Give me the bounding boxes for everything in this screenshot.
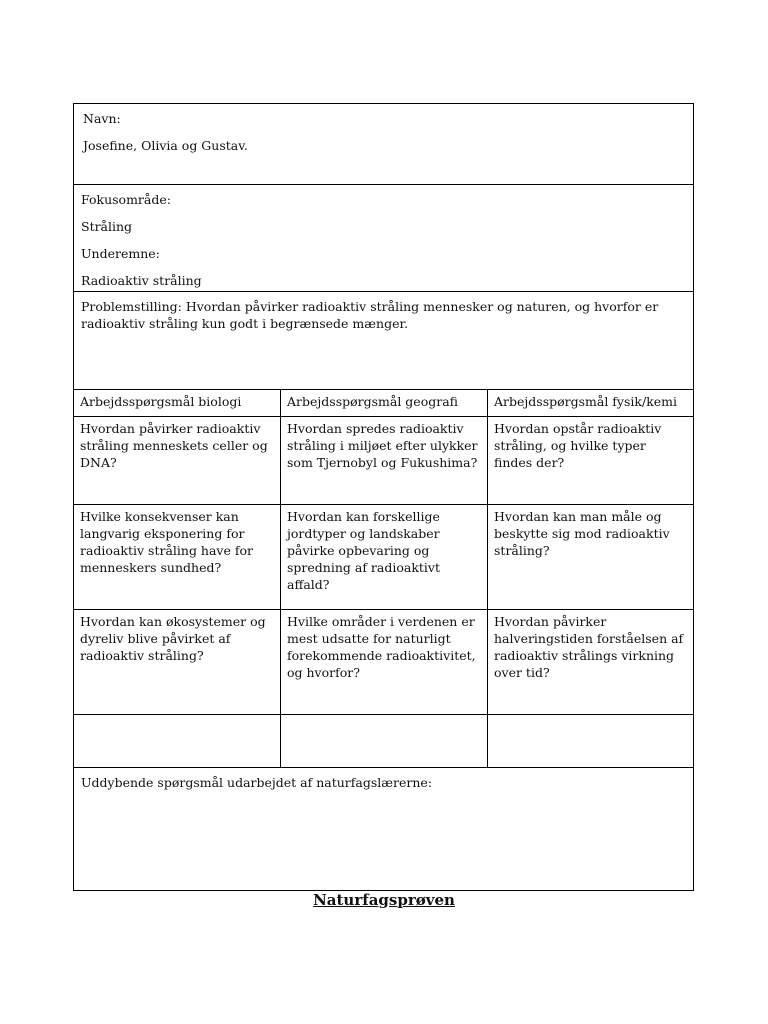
problem-statement: Problemstilling: Hvordan påvirker radioaktiv stråling mennesker og naturen, og hvorfor er radioaktiv stråling kun godt i begrænsede mænger.	[81, 299, 659, 331]
table-cell: Hvilke konsekvenser kan langvarig eksponering for radioaktiv stråling have for menneskers sundhed?	[74, 505, 281, 610]
empty-table-cell	[74, 715, 281, 768]
header-physics-chemistry: Arbejdsspørgsmål fysik/kemi	[488, 390, 693, 417]
table-cell: Hvordan opstår radioaktiv stråling, og hvilke typer findes der?	[488, 417, 693, 505]
problem-statement-section	[74, 292, 693, 390]
header-biology: Arbejdsspørgsmål biologi	[74, 390, 281, 417]
table-cell: Hvordan spredes radioaktiv stråling i miljøet efter ulykker som Tjernobyl og Fukushima?	[281, 417, 488, 505]
table-cell: Hvordan kan forskellige jordtyper og landskaber påvirke opbevaring og spredning af radioaktivt affald?	[281, 505, 488, 610]
table-cell: Hvordan påvirker halveringstiden forståelsen af radioaktiv strålings virkning over tid?	[488, 610, 693, 715]
header-geography: Arbejdsspørgsmål geografi	[281, 390, 488, 417]
table-cell: Hvordan påvirker radioaktiv stråling menneskets celler og DNA?	[74, 417, 281, 505]
table-cell: Hvordan kan man måle og beskytte sig mod radioaktiv stråling?	[488, 505, 693, 610]
subtopic-value: Radioaktiv stråling	[81, 273, 202, 288]
project-form	[73, 103, 694, 891]
empty-table-cell	[281, 715, 488, 768]
name-label: Navn:	[83, 111, 121, 126]
focus-label: Fokusområde:	[81, 192, 171, 207]
name-value: Josefine, Olivia og Gustav.	[83, 138, 248, 153]
subtopic-label: Underemne:	[81, 246, 160, 261]
teacher-questions-section	[74, 768, 693, 890]
name-section	[74, 104, 693, 185]
document-title: Naturfagsprøven	[313, 891, 455, 909]
focus-value: Stråling	[81, 219, 133, 234]
teacher-questions-label: Uddybende spørgsmål udarbejdet af naturfagslærerne:	[81, 775, 433, 790]
table-cell: Hvordan kan økosystemer og dyreliv blive påvirket af radioaktiv stråling?	[74, 610, 281, 715]
empty-table-cell	[488, 715, 693, 768]
focus-section	[74, 185, 693, 292]
table-cell: Hvilke områder i verdenen er mest udsatte for naturligt forekommende radioaktivitet, og hvorfor?	[281, 610, 488, 715]
question-table	[74, 390, 693, 768]
